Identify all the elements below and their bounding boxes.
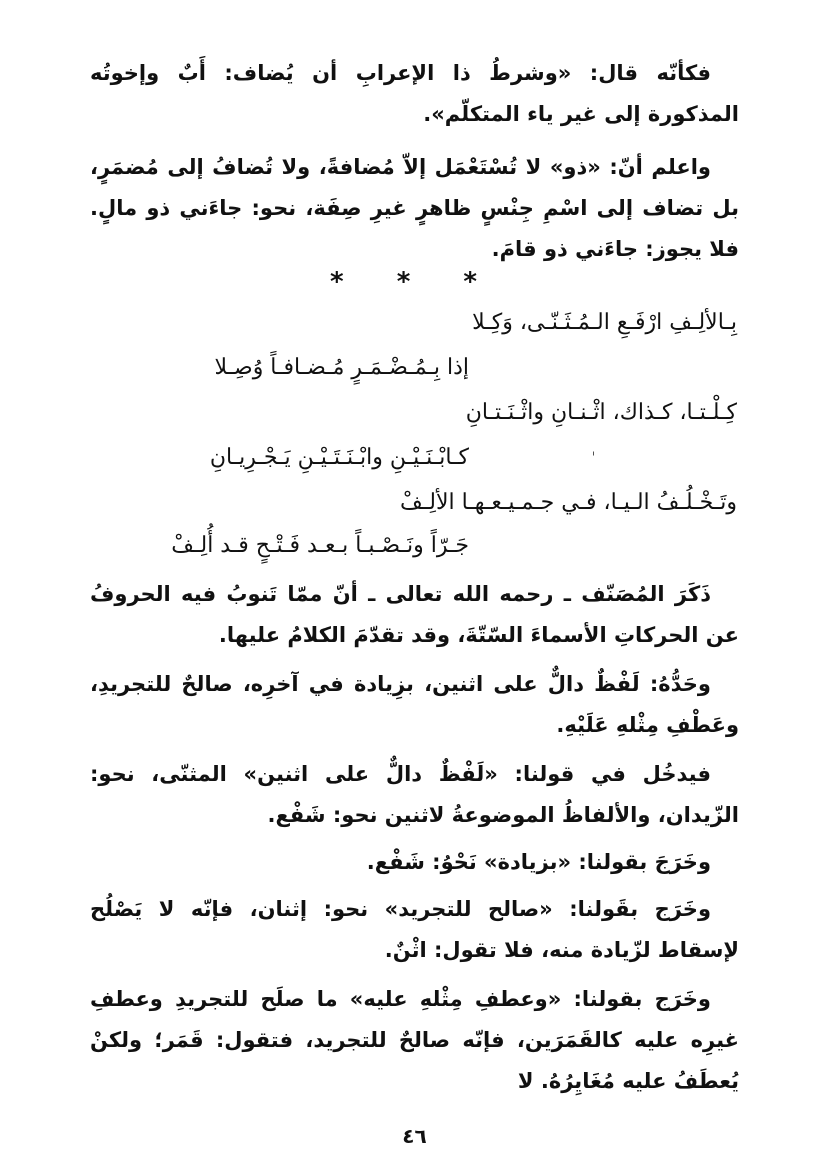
verse-line-3: كِـلْـتـا، كـذاك، اثْـنـانِ واثْـنَـتـانِ bbox=[465, 400, 737, 425]
top-text bbox=[90, 53, 739, 270]
paragraph-ziyada: وخَرَجَ بقولنا: «بزيادة» نَحْوُ: شَفْع. bbox=[366, 850, 711, 874]
paragraph-musannif: ذَكَرَ المُصَنّف ـ رحمه الله تعالى ـ أنّ ممّا تَنوبُ فيه الحروفُ عن الحركاتِ الأسماءَ السّتّةَ، وقد تقدّمَ الكلامُ عليها. bbox=[90, 582, 739, 647]
paragraph-atf: وخَرَج بقولنا: «وعطفِ مِثْلهِ عليه» ما صلَح للتجريدِ وعطفِ غيرِه عليه كالقَمَرَين، فإنّه صالحٌ للتجريد، فتقول: قَمَر؛ ولكنْ يُعطَفُ عليه مُغَايِرُهُ. لا bbox=[90, 987, 739, 1093]
paragraph-dhu: واعلم أنّ: «ذو» لا تُسْتَعْمَل إلاّ مُضافةً، ولا تُضافُ إلى مُضمَرٍ، بل تضاف إلى اسْمِ جِنْسٍ ظاهرٍ غيرِ صِفَة، نحو: جاءَني ذو مالٍ. فلا يجوز: جاءَني ذو قامَ. bbox=[90, 155, 739, 261]
paragraph-hadd: وحَدُّهُ: لَفْظٌ دالٌّ على اثنين، بزِيادة في آخرِه، صالحٌ للتجريدِ، وعَطْفِ مِثْلهِ عَلَيْهِ. bbox=[90, 672, 739, 737]
verse-line-5: وتَـخْـلُـفُ الـيـا، فـي جـمـيـعـهـا الألِـفْ bbox=[400, 490, 737, 515]
paragraph-yadkhul: فيدخُل في قولنا: «لَفْظٌ دالٌّ على اثنين» المثنّى، نحو: الزّيدان، والألفاظُ الموضوعةُ لاثنين نحو: شَفْع. bbox=[90, 762, 739, 827]
paragraph-shart: فكأنّه قال: «وشرطُ ذا الإعرابِ أن يُضاف: أَبٌ وإخوتُه المذكورة إلى غير ياء المتكلّم». bbox=[90, 61, 739, 126]
verse-line-6: جَـرّاً ونَـصْـبـاً بـعـد فَـتْـحٍ قـد أُلِـفْ bbox=[171, 533, 469, 558]
verse-line-4: كـابْـنَـيْـنِ وابْـنَـتَـيْـنِ يَـجْـرِيـانِ bbox=[209, 445, 469, 470]
bottom-text bbox=[90, 574, 739, 1102]
verse-line-2: إذا بِـمُـضْـمَـرٍ مُـضـافـاً وُصِـلا bbox=[214, 355, 469, 380]
page-number: ٤٦ bbox=[402, 1124, 427, 1148]
paragraph-tajrid: وخَرَج بقَولنا: «صالح للتجريد» نحو: إثنان، فإنّه لا يَصْلُح لإسقاط لزّيادة منه، فلا تقول: اثْنٌ. bbox=[90, 897, 739, 962]
verse-line-1: بِـالألِـفِ ارْفَـعِ الـمُـثَـنّـى، وَكِـلا bbox=[472, 310, 737, 335]
section-separator: * * * bbox=[330, 267, 499, 297]
